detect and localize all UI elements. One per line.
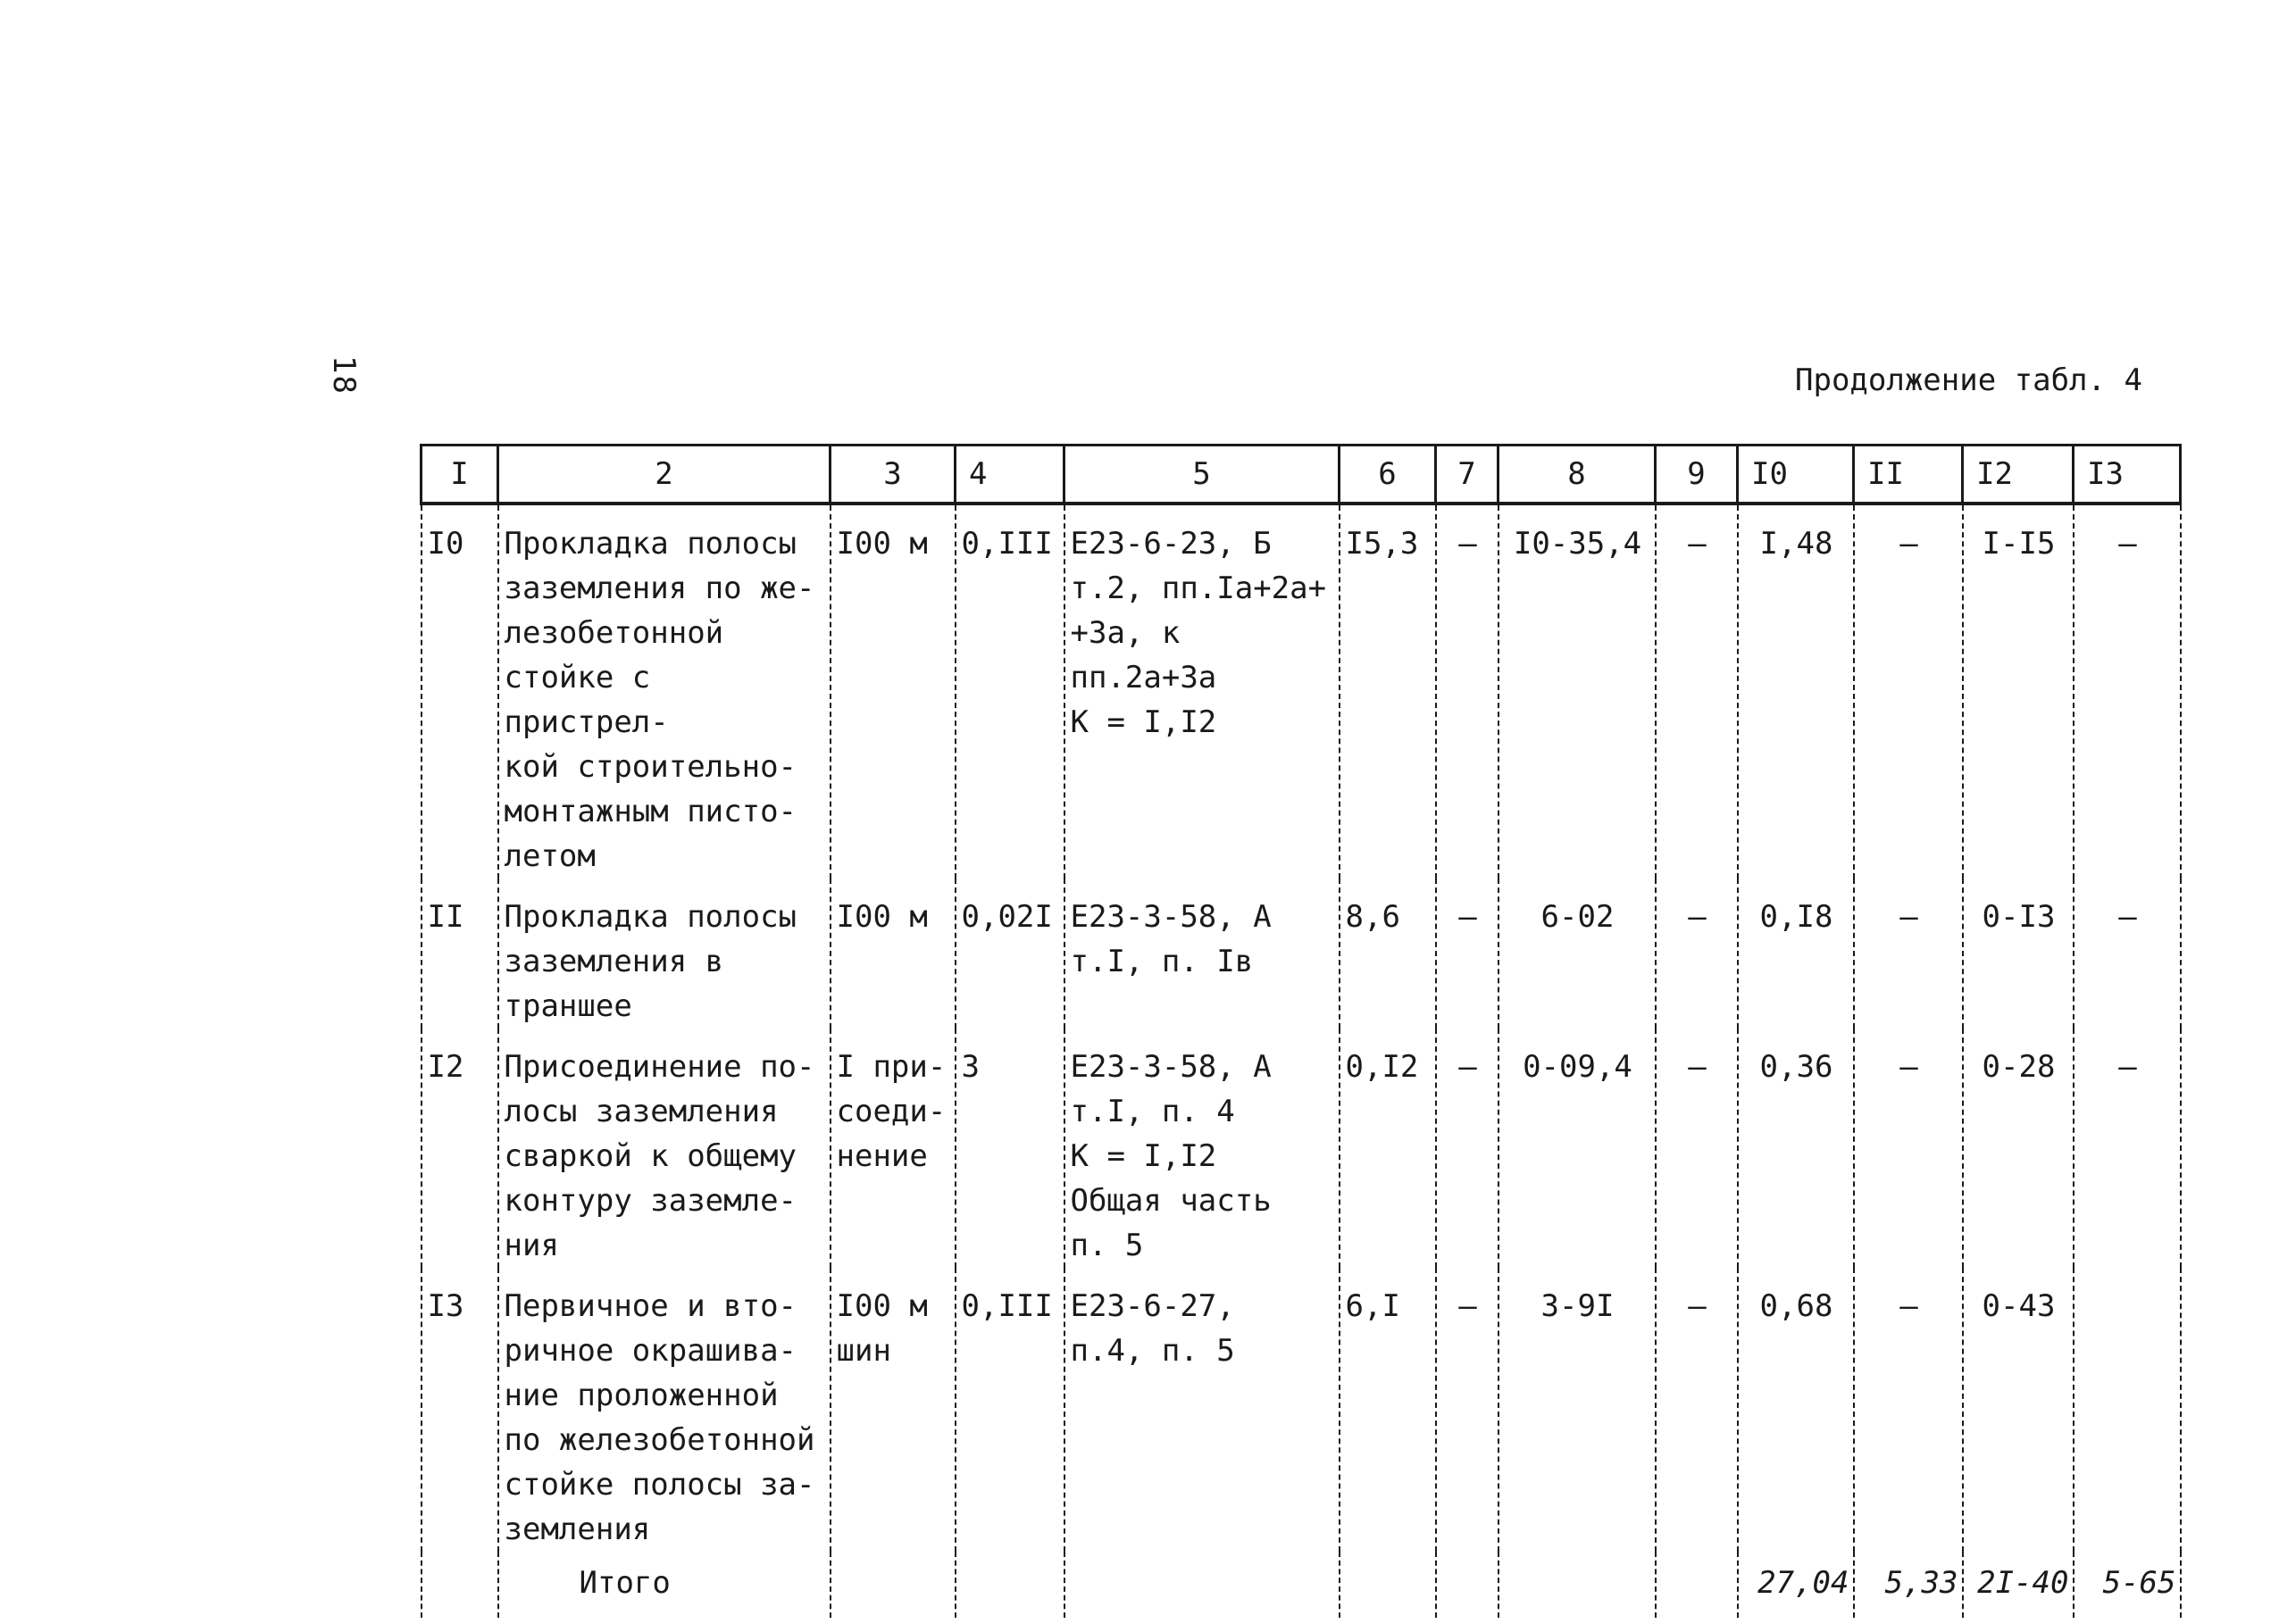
table-caption: Продолжение табл. 4 [1795,362,2142,398]
col8-cell: 6-02 [1498,879,1656,1029]
column-header: 9 [1656,446,1738,504]
unit-cell: I при- соеди- нение [831,1029,956,1268]
reference-cell: Е23-6-23, Б т.2, пп.Iа+2а+ +3а, к пп.2а+3а К = I,I2 [1064,504,1340,879]
column-header: 4 [956,446,1064,504]
col7-cell: – [1436,1029,1498,1268]
work-description: Первичное и вто- ричное окрашива- ние проложенной по железобетонной стойке полосы за- земления [498,1268,831,1552]
column-header: I3 [2074,446,2181,504]
row-number: I2 [422,1029,498,1268]
table-header-row [422,446,2181,504]
table-row [422,1268,2181,1552]
total-label: Итого [498,1552,831,1618]
table-row [422,504,2181,879]
estimate-table [420,444,2182,1618]
col11-cell: – [1854,504,1963,879]
col8-cell: I0-35,4 [1498,504,1656,879]
unit-cell: I00 м [831,879,956,1029]
column-header: 5 [1064,446,1340,504]
col9-cell: – [1656,504,1738,879]
work-description: Присоединение по- лосы заземления сваркой к общему контуру заземле- ния [498,1029,831,1268]
column-header: 8 [1498,446,1656,504]
col10-cell: 0,68 [1738,1268,1854,1552]
col6-cell: I5,3 [1340,504,1436,879]
col6-cell: 0,I2 [1340,1029,1436,1268]
total-col10: 27,04 [1738,1552,1854,1618]
reference-cell: Е23-3-58, А т.I, п. Iв [1064,879,1340,1029]
col13-cell: – [2074,504,2181,879]
quantity-cell: 0,02I [956,879,1064,1029]
row-number: I0 [422,504,498,879]
col10-cell: 0,I8 [1738,879,1854,1029]
work-description: Прокладка полосы заземления по же- лезобетонной стойке с пристрел- кой строительно- монтажным писто- летом [498,504,831,879]
unit-cell: I00 м шин [831,1268,956,1552]
col9-cell: – [1656,879,1738,1029]
table-row [422,1029,2181,1268]
col9-cell: – [1656,1268,1738,1552]
col13-cell: – [2074,1029,2181,1268]
quantity-cell: 0,III [956,1268,1064,1552]
reference-cell: Е23-6-27, п.4, п. 5 [1064,1268,1340,1552]
total-row [422,1552,2181,1618]
column-header: 7 [1436,446,1498,504]
table-row [422,879,2181,1029]
col7-cell: – [1436,879,1498,1029]
row-number: I3 [422,1268,498,1552]
col6-cell: 6,I [1340,1268,1436,1552]
col12-cell: 0-28 [1963,1029,2074,1268]
col13-cell [2074,1268,2181,1552]
col12-cell: 0-43 [1963,1268,2074,1552]
col12-cell: I-I5 [1963,504,2074,879]
col11-cell: – [1854,1268,1963,1552]
col10-cell: 0,36 [1738,1029,1854,1268]
column-header: 2 [498,446,831,504]
col8-cell: 0-09,4 [1498,1029,1656,1268]
col10-cell: I,48 [1738,504,1854,879]
col8-cell: 3-9I [1498,1268,1656,1552]
unit-cell: I00 м [831,504,956,879]
work-description: Прокладка полосы заземления в траншее [498,879,831,1029]
col11-cell: – [1854,1029,1963,1268]
quantity-cell: 0,III [956,504,1064,879]
quantity-cell: 3 [956,1029,1064,1268]
column-header: I2 [1963,446,2074,504]
col11-cell: – [1854,879,1963,1029]
col6-cell: 8,6 [1340,879,1436,1029]
column-header: I [422,446,498,504]
column-header: I0 [1738,446,1854,504]
col13-cell: – [2074,879,2181,1029]
col12-cell: 0-I3 [1963,879,2074,1029]
page-number: 18 [326,355,362,396]
col7-cell: – [1436,504,1498,879]
col9-cell: – [1656,1029,1738,1268]
col7-cell: – [1436,1268,1498,1552]
column-header: II [1854,446,1963,504]
total-col13: 5-65 [2074,1552,2181,1618]
column-header: 6 [1340,446,1436,504]
reference-cell: Е23-3-58, А т.I, п. 4 К = I,I2 Общая часть п. 5 [1064,1029,1340,1268]
total-col11: 5,33 [1854,1552,1963,1618]
column-header: 3 [831,446,956,504]
row-number: II [422,879,498,1029]
total-col12: 2I-40 [1963,1552,2074,1618]
